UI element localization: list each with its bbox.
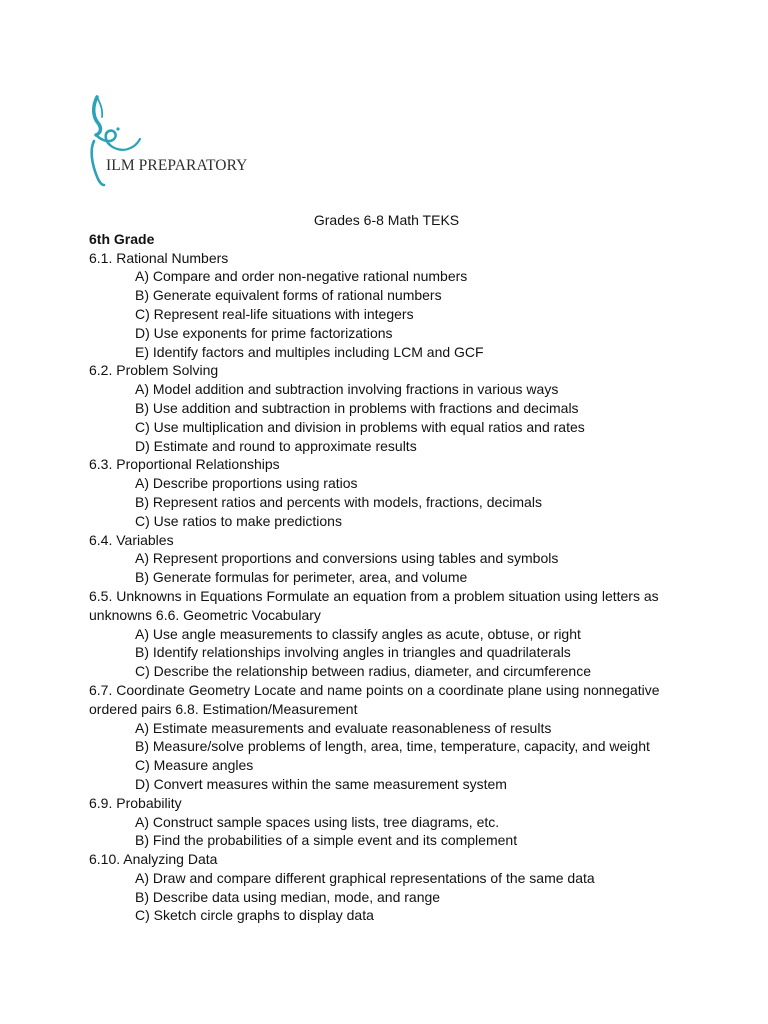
- list-item: B) Use addition and subtraction in problems with fractions and decimals: [135, 399, 579, 416]
- sections-list: [89, 249, 689, 926]
- section-heading: 6.7. Coordinate Geometry Locate and name points on a coordinate plane using nonnegative ordered pairs 6.8. Estimation/Measurement: [89, 681, 660, 717]
- section-heading: 6.3. Proportional Relationships: [89, 456, 280, 473]
- list-item: B) Generate equivalent forms of rational numbers: [135, 287, 442, 304]
- list-item: B) Describe data using median, mode, and range: [135, 888, 441, 905]
- list-item: C) Describe the relationship between radius, diameter, and circumference: [135, 663, 592, 680]
- section-heading: 6.2. Problem Solving: [89, 362, 219, 379]
- list-item: C) Sketch circle graphs to display data: [135, 907, 374, 924]
- section-heading: 6.5. Unknowns in Equations Formulate an equation from a problem situation using letters as unknowns 6.6. Geometric Vocabulary: [89, 587, 659, 623]
- list-item: A) Draw and compare different graphical representations of the same data: [135, 869, 595, 886]
- section-heading: 6.9. Probability: [89, 794, 182, 811]
- list-item: A) Compare and order non-negative rational numbers: [135, 268, 468, 285]
- logo: [88, 93, 248, 187]
- list-item: B) Measure/solve problems of length, area, time, temperature, capacity, and weight: [135, 738, 650, 755]
- list-item: A) Construct sample spaces using lists, tree diagrams, etc.: [135, 813, 500, 830]
- list-item: B) Identify relationships involving angles in triangles and quadrilaterals: [135, 644, 571, 661]
- section-heading: 6.10. Analyzing Data: [89, 851, 218, 868]
- list-item: E) Identify factors and multiples including LCM and GCF: [135, 343, 484, 360]
- document-body: [89, 211, 689, 925]
- list-item: B) Find the probabilities of a simple event and its complement: [135, 832, 518, 849]
- list-item: A) Describe proportions using ratios: [135, 475, 358, 492]
- list-item: D) Use exponents for prime factorizations: [135, 324, 393, 341]
- section-heading: 6.4. Variables: [89, 531, 174, 548]
- list-item: C) Measure angles: [135, 757, 254, 774]
- list-item: C) Use multiplication and division in problems with equal ratios and rates: [135, 418, 585, 435]
- list-item: A) Use angle measurements to classify angles as acute, obtuse, or right: [135, 625, 581, 642]
- list-item: C) Use ratios to make predictions: [135, 512, 342, 529]
- list-item: A) Model addition and subtraction involving fractions in various ways: [135, 381, 559, 398]
- list-item: D) Convert measures within the same measurement system: [135, 775, 507, 792]
- list-item: A) Represent proportions and conversions using tables and symbols: [135, 550, 559, 567]
- section-heading: 6.1. Rational Numbers: [89, 249, 229, 266]
- logo-text: ILM PREPARATORY: [106, 157, 248, 174]
- list-item: D) Estimate and round to approximate results: [135, 437, 417, 454]
- list-item: C) Represent real-life situations with integers: [135, 305, 414, 322]
- list-item: B) Represent ratios and percents with models, fractions, decimals: [135, 493, 542, 510]
- list-item: A) Estimate measurements and evaluate reasonableness of results: [135, 719, 552, 736]
- grade-heading: 6th Grade: [89, 230, 155, 247]
- document-title: Grades 6-8 Math TEKS: [313, 212, 460, 228]
- list-item: B) Generate formulas for perimeter, area, and volume: [135, 569, 468, 586]
